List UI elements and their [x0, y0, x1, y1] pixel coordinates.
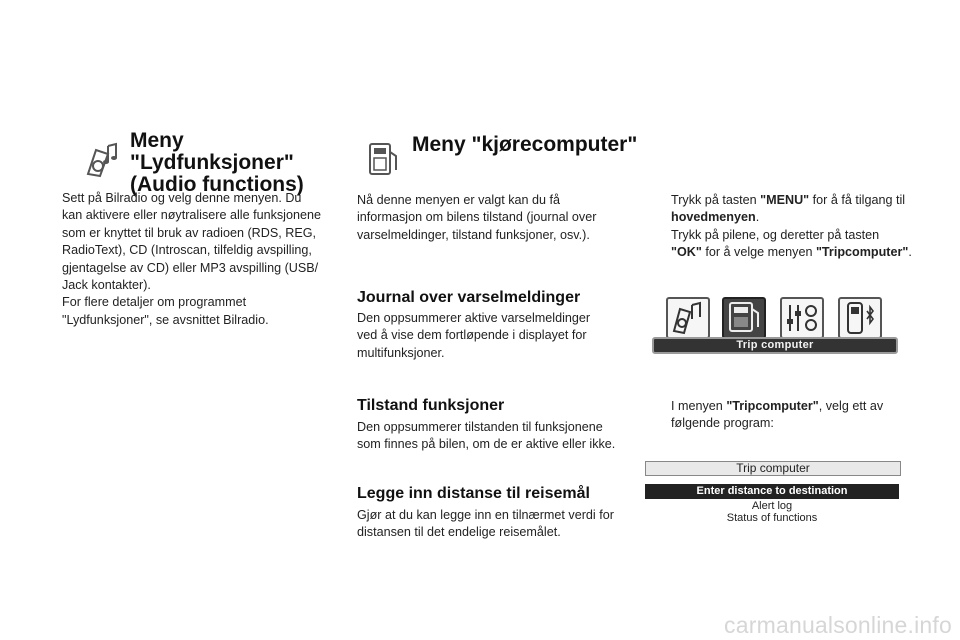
menu-item-status-of-functions[interactable]: Status of functions [726, 512, 818, 524]
step-text-end: . [755, 210, 760, 225]
text-line: Den oppsummerer tilstanden til funksjonene [357, 420, 603, 434]
step-text-pre: Trykk på pilene, og deretter på tasten [671, 228, 880, 242]
phone-bluetooth-icon [840, 299, 880, 337]
trip-menu-title: Meny "kjørecomputer" [412, 133, 638, 156]
text-line: "Lydfunksjoner", se avsnittet Bilradio. [62, 312, 269, 327]
step-text-pre: I menyen [671, 399, 727, 413]
section-heading-status: Tilstand funksjoner [357, 397, 505, 414]
display-menu-screen [652, 297, 898, 355]
text-line: RadioText), CD (Introscan, tilfeldig avspilling, [62, 243, 312, 258]
screen-title: Trip computer [645, 461, 901, 476]
section-body-distance [357, 507, 627, 542]
text-line: gjentagelse av CD) eller MP3 avspilling (USB/ [62, 260, 319, 275]
audio-functions-icon [82, 140, 122, 180]
text-line: informasjon om bilens tilstand (journal over [357, 210, 597, 225]
step-text-mid: , velg ett av [818, 399, 884, 413]
menu-tile-telephone[interactable] [838, 297, 882, 339]
audio-menu-description [62, 190, 352, 329]
instruction-step-1 [645, 192, 915, 227]
text-line: varselmeldinger, tilstand funksjoner, osv.). [357, 227, 590, 242]
menu-item-alert-log[interactable]: Alert log [751, 500, 793, 512]
text-line: multifunksjoner. [357, 345, 445, 360]
text-line: som finnes på bilen, om de er aktive eller ikke. [357, 437, 616, 452]
step-text-end: . [908, 245, 912, 260]
text-line: Jack kontakter). [62, 278, 151, 293]
menu-tile-settings[interactable] [780, 297, 824, 339]
target-trip-computer: "Tripcomputer" [726, 399, 819, 413]
key-ok: "OK" [671, 245, 702, 260]
text-line: distansen til det endelige reisemålet. [357, 525, 561, 540]
audio-menu-title [130, 130, 350, 196]
menu-selection-label: Trip computer [652, 337, 898, 354]
step-text [671, 227, 915, 262]
trip-computer-tile-icon [724, 299, 764, 337]
instruction-step-2 [645, 227, 915, 262]
text-line: For flere detaljer om programmet [62, 295, 247, 310]
music-icon [668, 299, 708, 337]
section-body-status [357, 419, 627, 454]
text-line: ved å vise dem fortløpende i displayet for [357, 328, 587, 343]
audio-menu-title-line1: Meny "Lydfunksjoner" [130, 129, 294, 174]
text-line: kan aktivere eller nøytralisere alle funksjonene [62, 208, 322, 223]
trip-computer-screen [645, 461, 901, 524]
text-line: som er knyttet til bruk av radioen (RDS, REG, [62, 225, 317, 240]
menu-tile-audio[interactable] [666, 297, 710, 339]
menu-tile-trip-computer[interactable] [722, 297, 766, 339]
menu-item-enter-distance[interactable]: Enter distance to destination [645, 484, 899, 499]
key-menu: "MENU" [760, 193, 810, 207]
step-text-mid: for å få tilgang til [809, 193, 906, 207]
audio-menu-title-line2: (Audio functions) [130, 173, 304, 196]
text-line: Nå denne menyen er valgt kan du få [357, 193, 561, 207]
sliders-icon [782, 299, 822, 337]
step-text-pre: Trykk på tasten [671, 193, 761, 207]
text-line: Gjør at du kan legge inn en tilnærmet verdi for [357, 508, 614, 522]
section-heading-alert-log: Journal over varselmeldinger [357, 289, 581, 306]
step-text [671, 398, 915, 433]
text-line: Den oppsummerer aktive varselmeldinger [357, 311, 591, 325]
section-body-alert-log [357, 310, 617, 362]
step-text-mid: for å velge menyen [701, 245, 816, 260]
target-trip-computer: "Tripcomputer" [815, 245, 909, 260]
trip-menu-intro [357, 192, 617, 244]
step-text-line2: følgende program: [671, 416, 774, 431]
instruction-step-3 [645, 398, 915, 433]
section-heading-distance: Legge inn distanse til reisemål [357, 485, 590, 502]
text-line: Sett på Bilradio og velg denne menyen. Du [62, 191, 302, 205]
step-text [671, 192, 915, 227]
watermark: carmanualsonline.info [724, 612, 952, 638]
target-main-menu: hovedmenyen [671, 210, 756, 225]
trip-computer-icon [366, 140, 400, 180]
